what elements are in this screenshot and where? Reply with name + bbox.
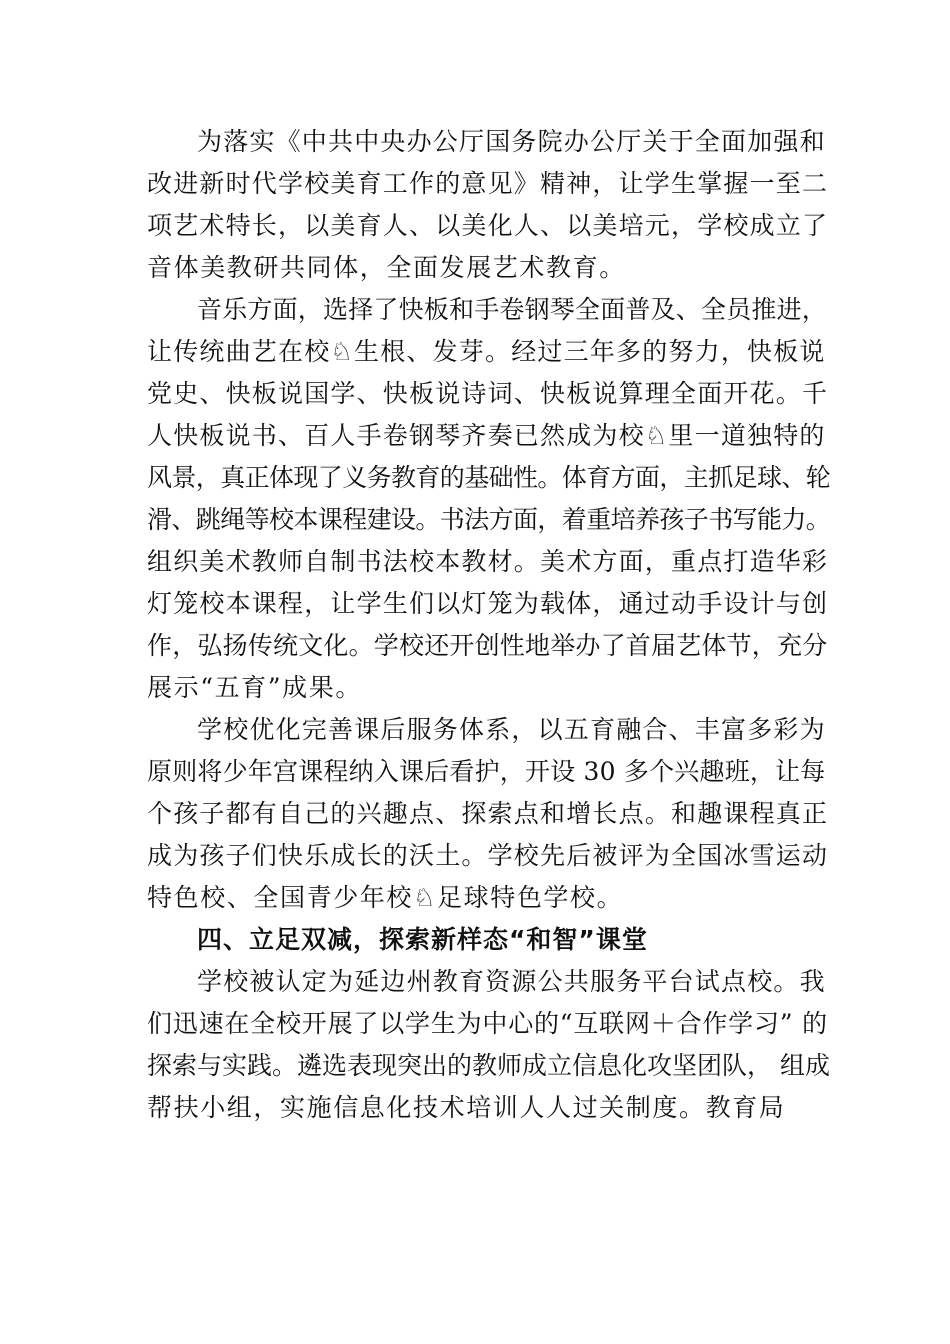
paragraph-1-line-2: 改进新时代学校美育工作的意见》精神，让学生掌握一至二 — [147, 169, 829, 198]
paragraph-2-line-9: 作，弘扬传统文化。学校还开创性地举办了首届艺体节，充分 — [147, 631, 828, 660]
paragraph-2-line-2: 让传统曲艺在校♘生根、发芽。经过三年多的努力，快板说 — [147, 337, 826, 366]
paragraph-3-line-2: 原则将少年宫课程纳入课后看护，开设 30 多个兴趣班，让每 — [147, 757, 826, 786]
section-heading: 四、立足双减，探索新样态“和智”课堂 — [197, 925, 648, 954]
paragraph-3-line-1: 学校优化完善课后服务体系，以五育融合、丰富多彩为 — [197, 715, 826, 744]
paragraph-4-line-2: 们迅速在全校开展了以学生为中心的“互联网＋合作学习” 的 — [147, 1009, 828, 1038]
paragraph-2-line-10: 展示“五育”成果。 — [147, 673, 362, 702]
paragraph-3-line-5: 特色校、全国青少年校♘足球特色学校。 — [147, 883, 624, 912]
paragraph-1-line-3: 项艺术特长，以美育人、以美化人、以美培元，学校成立了 — [147, 211, 829, 240]
paragraph-2-line-7: 组织美术教师自制书法校本教材。美术方面，重点打造华彩 — [147, 547, 829, 576]
paragraph-2-line-1: 音乐方面，选择了快板和手卷钢琴全面普及、全员推进， — [197, 295, 828, 324]
paragraph-2-line-3: 党史、快板说国学、快板说诗词、快板说算理全面开花。千 — [147, 379, 829, 408]
paragraph-4-line-3: 探索与实践。遴选表现突出的教师成立信息化攻坚团队， 组成 — [147, 1051, 830, 1080]
paragraph-2-line-5: 风景，真正体现了义务教育的基础性。体育方面，主抓足球、轮 — [147, 463, 831, 492]
paragraph-4-line-1: 学校被认定为延边州教育资源公共服务平台试点校。我 — [197, 967, 826, 996]
paragraph-1-line-1: 为落实《中共中央办公厅国务院办公厅关于全面加强和 — [197, 127, 826, 156]
paragraph-3-line-3: 个孩子都有自己的兴趣点、探索点和增长点。和趣课程真正 — [147, 799, 829, 828]
paragraph-2-line-6: 滑、跳绳等校本课程建设。书法方面，着重培养孩子书写能力。 — [147, 505, 831, 534]
paragraph-1-line-4: 音体美教研共同体，全面发展艺术教育。 — [147, 253, 626, 282]
paragraph-4-line-4: 帮扶小组，实施信息化技术培训人人过关制度。教育局 — [147, 1093, 786, 1122]
paragraph-3-line-4: 成为孩子们快乐成长的沃土。学校先后被评为全国冰雪运动 — [147, 841, 829, 870]
paragraph-2-line-8: 灯笼校本课程，让学生们以灯笼为载体，通过动手设计与创 — [147, 589, 829, 618]
paragraph-2-line-4: 人快板说书、百人手卷钢琴齐奏已然成为校♘里一道独特的 — [147, 421, 826, 450]
